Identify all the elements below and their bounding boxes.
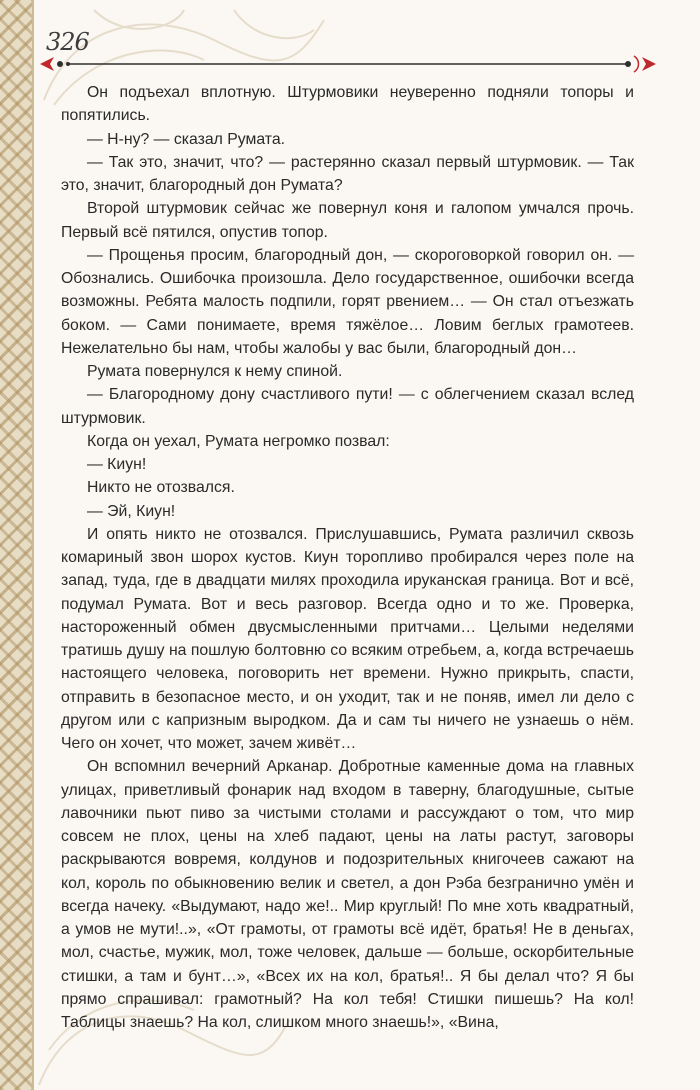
- body-text: [61, 81, 634, 1034]
- paragraph: Он подъехал вплотную. Штурмовики неуверенно подняли топоры и попятились.: [61, 84, 634, 125]
- paragraph: Второй штурмовик сейчас же повернул коня и галопом умчался прочь. Первый всё пятился, опустив топор.: [61, 200, 634, 241]
- paragraph: Он вспомнил вечерний Арканар. Добротные каменные дома на главных улицах, приветливый фонарик над входом в таверну, благодушные, сытые лавочники пьют пиво за чистыми столами и рассуждают о том, что мир совсем не плох, цены на хлеб падают, цены на латы растут, заговоры раскрываются вовремя, колдунов и подозрительных книгочеев сажают на кол, король по обыкновению велик и светел, а дон Рэба безгранично умён и всегда начеку. «Выдумают, надо же!.. Мир круглый! По мне хоть квадратный, а умов не мути!..», «От грамоты, от грамоты всё идёт, братья! Не в деньгах, мол, счастье, мужик, мол, тоже человек, дальше — больше, оскорбительные стишки, а там и бунт…», «Всех их на кол, братья!.. Я бы делал что? Я бы прямо спрашивал: грамотный? На кол тебя! Стишки пишешь? На кол! Таблицы знаешь? На кол, слишком много знаешь!», «Вина,: [61, 758, 634, 1031]
- paragraph: — Благородному дону счастливого пути! — с облегчением сказал вслед штурмовик.: [61, 386, 634, 427]
- paragraph: Когда он уехал, Румата негромко позвал:: [87, 432, 390, 450]
- header-ornament-rule: [38, 46, 658, 74]
- paragraph: — Так это, значит, что? — растерянно сказал первый штурмовик. — Так это, значит, благородный дон Румата?: [61, 153, 634, 194]
- paragraph: — Н-ну? — сказал Румата.: [87, 130, 286, 148]
- paragraph: Румата повернулся к нему спиной.: [87, 363, 343, 380]
- paragraph: — Киун!: [87, 456, 147, 473]
- decorative-border: [0, 0, 34, 1090]
- page-number: 326: [46, 28, 89, 56]
- paragraph: Никто не отозвался.: [87, 479, 235, 497]
- paragraph: И опять никто не отозвался. Прислушавшись, Румата различил сквозь комариный звон шорох кустов. Киун торопливо пробирался через поле на запад, туда, где в двадцати милях проходила ируканская граница. Вот и всё, подумал Румата. Вот и весь разговор. Всегда одно и то же. Проверка, настороженный обмен двусмысленными притчами… Целыми неделями тратишь душу на пошлую болтовню со всяким отребьем, а, когда встречаешь настоящего человека, поговорить нет времени. Нужно прикрыть, спасти, отправить в безопасное место, и он уходит, так и не поняв, имел ли дело с другом или с капризным выродком. Да и сам ты ничего не узнаешь о нём. Чего он хочет, что может, зачем живёт…: [61, 525, 634, 752]
- paragraph: — Эй, Киун!: [87, 502, 176, 520]
- paragraph: — Прощенья просим, благородный дон, — скороговоркой говорил он. — Обознались. Ошибочка произошла. Дело государственное, ошибочки всегда возможны. Ребята малость подпили, горят рвением… — Он стал отъезжать боком. — Сами понимаете, время тяжёлое… Ловим беглых грамотеев. Нежелательно бы нам, чтобы жалобы у вас были, благородный дон…: [61, 246, 634, 357]
